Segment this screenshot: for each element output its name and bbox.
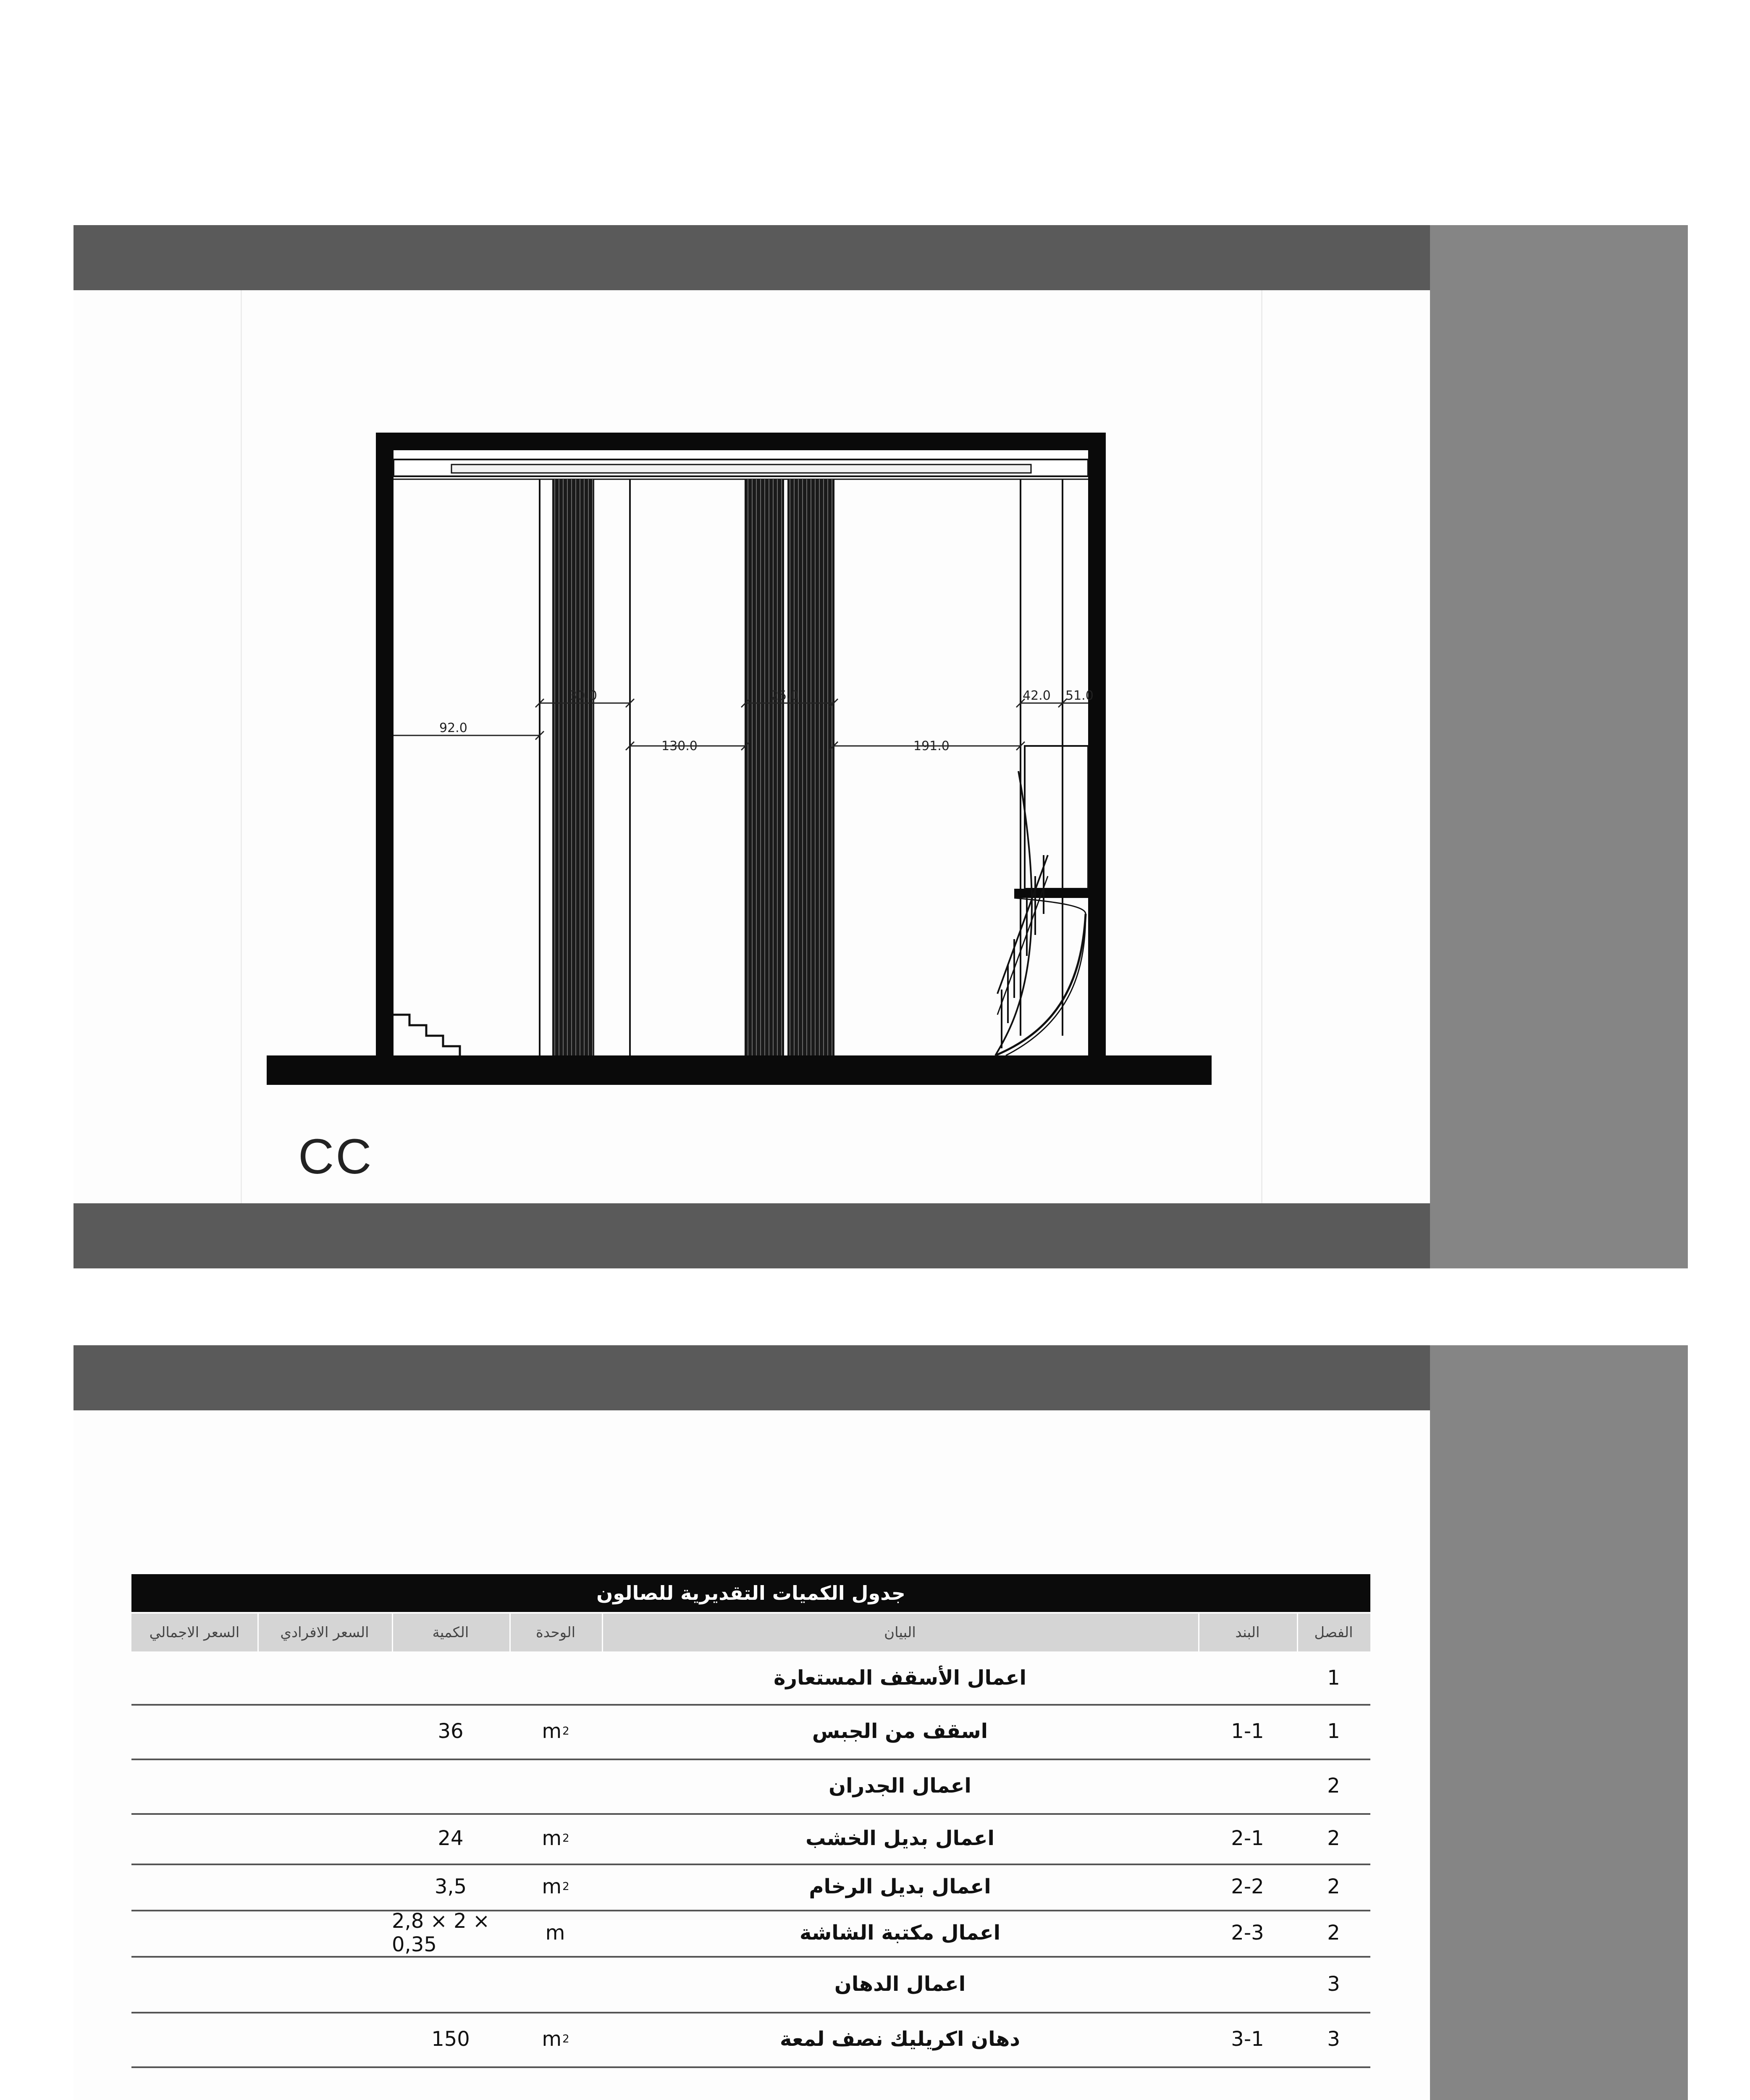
dimension-lines [394, 703, 1088, 746]
unit-exponent: 2 [562, 2033, 569, 2045]
ceiling-light-trough [451, 465, 1031, 473]
cell-unit-price [257, 1704, 392, 1759]
dim-label: 130.0 [661, 739, 698, 753]
roof-slab [376, 433, 1106, 450]
unit-symbol: m [542, 1719, 562, 1743]
cell-section-title: اعمال الأسقف المستعارة [774, 1666, 1026, 1690]
table-body [131, 1651, 1370, 2100]
cell-band: 2-1 [1231, 1827, 1264, 1850]
dim-label: 191.0 [913, 739, 950, 753]
upper-landing-frame [1025, 746, 1088, 889]
dim-label: 42.0 [1023, 688, 1051, 703]
table-row [131, 1864, 1370, 1911]
slat-panels [552, 479, 834, 1055]
dim-label: 92.0 [439, 721, 467, 735]
cell-section-title: اعمال الجدران [829, 1774, 971, 1798]
table-sheet [73, 1345, 1688, 2100]
unit-symbol: m [542, 2027, 562, 2051]
side-panel [1430, 1345, 1688, 2100]
cell-fasl: 1 [1327, 1719, 1340, 1743]
unit-exponent: 2 [562, 1725, 569, 1738]
header-quantity: الكمية [432, 1624, 469, 1641]
header-fasl: الفصل [1314, 1624, 1353, 1641]
cell-unit [509, 1864, 602, 1910]
header-description: البيان [884, 1624, 916, 1641]
left-wall [376, 433, 394, 1058]
unit-symbol: m [542, 1875, 562, 1898]
header-band-no: البند [1235, 1624, 1260, 1641]
cell-quantity: 36 [438, 1719, 464, 1743]
spiral-stair-top [1014, 898, 1086, 914]
cell-unit-price [257, 1813, 392, 1864]
rail-handrail [997, 855, 1048, 994]
cell-unit [509, 1813, 602, 1864]
cell-section-title: اعمال الدهان [834, 1972, 966, 1996]
dim-label: 30.0 [569, 688, 597, 703]
section-row [131, 1956, 1370, 2013]
cell-total-price [131, 1910, 257, 1956]
cell-quantity: 2,8 × 2 × 0,35 [392, 1909, 490, 1956]
unit-exponent: 2 [562, 1880, 569, 1893]
spiral-stair-inner [1006, 914, 1086, 1055]
cell-band: 3-1 [1231, 2027, 1264, 2051]
footer-band [73, 1203, 1430, 1268]
dim-label: 25.0 [771, 688, 799, 703]
cell-fasl: 2 [1327, 1774, 1340, 1798]
table-row [131, 2012, 1370, 2068]
section-label: CC [298, 1129, 373, 1184]
section-row [131, 1651, 1370, 1706]
cell-total-price [131, 2012, 257, 2066]
cell-unit [509, 2012, 602, 2066]
header-band [73, 1345, 1430, 1410]
cell-band: 2-2 [1231, 1875, 1264, 1898]
section-drawing [73, 225, 1430, 1268]
cell-description: دهان اكريليك نصف لمعة [779, 2027, 1021, 2051]
left-stair [394, 1015, 460, 1055]
ground-slab [267, 1055, 1212, 1085]
header-band [73, 225, 1430, 290]
table-header-row [131, 1614, 1370, 1651]
cell-description: اعمال بديل الرخام [809, 1875, 991, 1898]
cell-total-price [131, 1704, 257, 1759]
unit-symbol: m [545, 1921, 565, 1945]
cell-fasl: 2 [1327, 1921, 1340, 1945]
upper-landing-slab [1014, 889, 1088, 898]
cell-quantity: 24 [438, 1827, 464, 1850]
section-row [131, 1759, 1370, 1815]
cell-fasl: 3 [1327, 2027, 1340, 2051]
table-row [131, 1813, 1370, 1865]
table-row [131, 1910, 1370, 1958]
cell-band: 2-3 [1231, 1921, 1264, 1945]
dim-label: 51.0 [1065, 688, 1094, 703]
cell-band: 1-1 [1231, 1719, 1264, 1743]
unit-exponent: 2 [562, 1832, 569, 1845]
cell-quantity: 3,5 [434, 1875, 467, 1898]
cell-total-price [131, 1813, 257, 1864]
right-wall [1088, 433, 1106, 1058]
drawing-sheet [73, 225, 1688, 1268]
header-total-price: السعر الاجمالي [149, 1624, 240, 1641]
table-row [131, 1704, 1370, 1760]
cell-unit [509, 1910, 602, 1956]
cell-description: اعمال بديل الخشب [805, 1827, 994, 1850]
side-panel [1430, 225, 1688, 1268]
cell-unit-price [257, 1864, 392, 1910]
cell-fasl: 1 [1327, 1666, 1340, 1690]
cell-fasl: 3 [1327, 1972, 1340, 1996]
quantities-table [131, 1574, 1370, 2100]
cell-fasl: 2 [1327, 1875, 1340, 1898]
cell-total-price [131, 1864, 257, 1910]
cell-unit-price [257, 1910, 392, 1956]
cell-unit [509, 1704, 602, 1759]
unit-symbol: m [542, 1827, 562, 1850]
cell-description: اعمال مكتبة الشاشة [799, 1921, 1001, 1945]
header-unit-price: السعر الافرادي [280, 1624, 369, 1641]
cell-fasl: 2 [1327, 1827, 1340, 1850]
cell-quantity: 150 [431, 2027, 470, 2051]
stair-railing [997, 855, 1048, 1048]
table-title: جدول الكميات التقديرية للصالون [131, 1574, 1370, 1612]
header-unit: الوحدة [535, 1624, 576, 1641]
cell-description: اسقف من الجبس [812, 1719, 988, 1743]
cell-unit-price [257, 2012, 392, 2066]
